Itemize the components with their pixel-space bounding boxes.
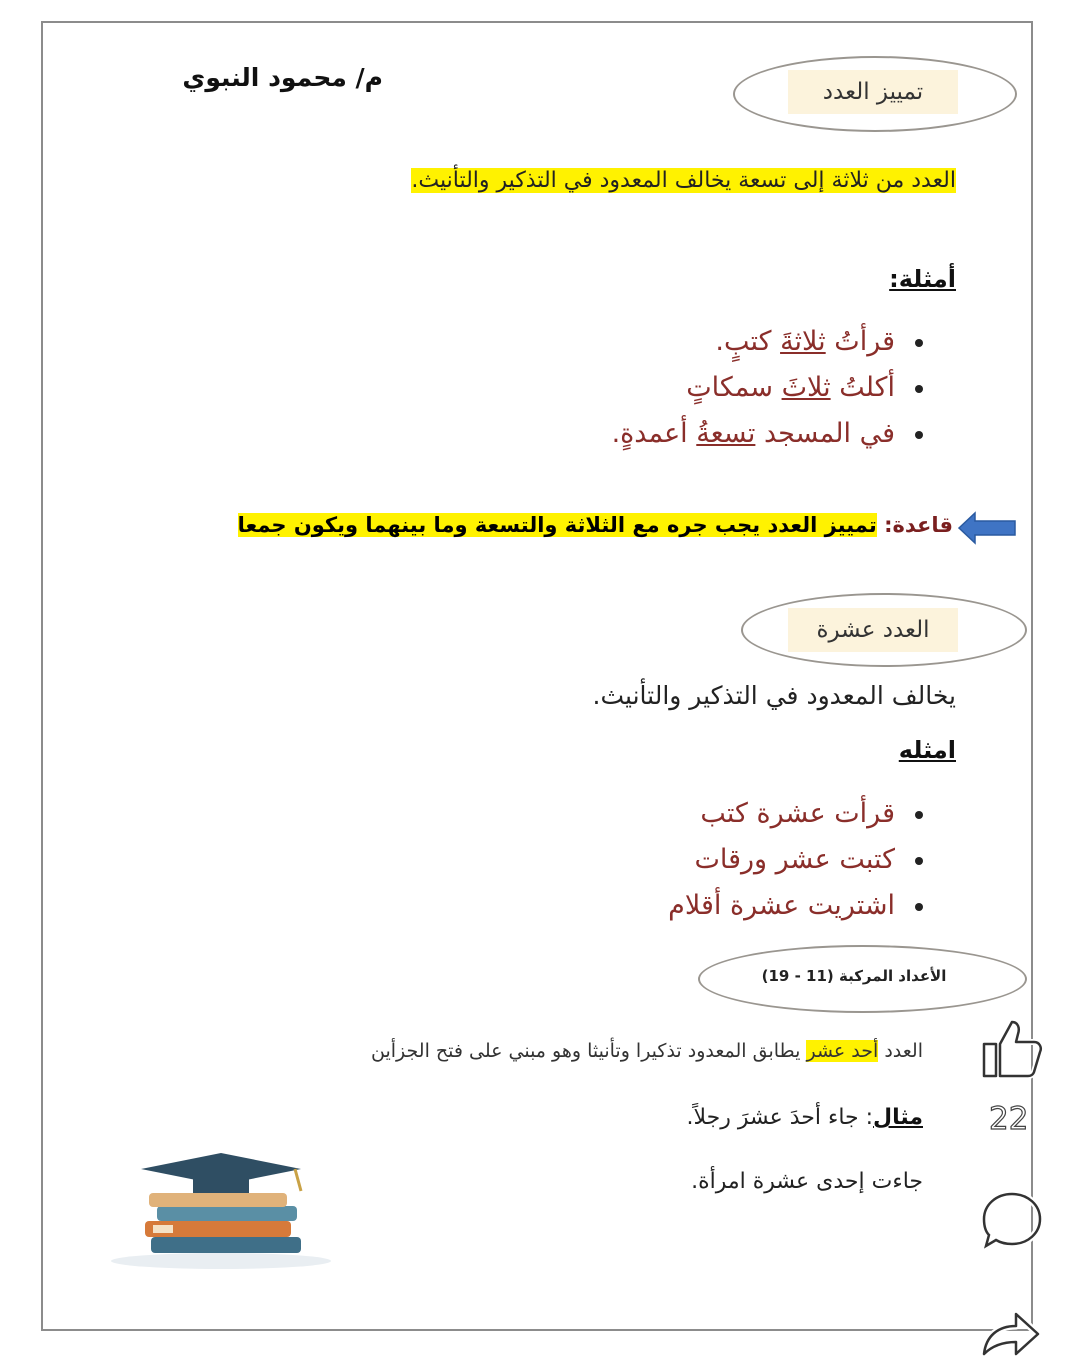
rule-text: تمييز العدد يجب جره مع الثلاثة والتسعة وما بينهما ويكون جمعا [237,513,877,537]
section2-title: العدد عشرة [788,608,958,652]
section1-examples-heading: أمثلة: [889,265,956,293]
rule-label: قاعدة: [884,513,953,537]
section3-title: الأعداد المركبة (11 - 19) [761,967,947,985]
bullet-icon [915,385,923,393]
document-page [41,21,1033,1331]
list-item: أكلتُ ثلاثَ سمكاتٍ [583,365,923,411]
section1-examples-list [583,319,923,457]
section3-definition: العدد أحد عشر يطابق المعدود تذكيرا وتأنيثا وهو مبني على فتح الجزأين [371,1040,923,1062]
books-graduation-cap-icon [101,1151,341,1271]
left-arrow-icon [957,511,1019,545]
list-item: اشتريت عشرة أقلام [583,883,923,929]
list-item: قرأت عشرة كتب [583,791,923,837]
thumbs-up-icon[interactable] [978,1016,1044,1082]
rule-line [153,513,953,537]
share-icon[interactable] [976,1306,1046,1356]
list-item: قرأتُ ثلاثةَ كتبٍ. [583,319,923,365]
bullet-icon [915,339,923,347]
section1-title: تمييز العدد [788,70,958,114]
section2-examples-list [583,791,923,929]
list-item: كتبت عشر ورقات [583,837,923,883]
author-name: م/ محمود النبوي [182,63,383,92]
section1-definition: العدد من ثلاثة إلى تسعة يخالف المعدود في التذكير والتأنيث. [411,168,956,193]
bullet-icon [915,903,923,911]
section2-examples-heading: امثله [898,736,956,764]
bullet-icon [915,431,923,439]
bullet-icon [915,857,923,865]
comment-icon[interactable] [978,1188,1046,1254]
section3-example1: مثال: جاء أحدَ عشرَ رجلاً. [686,1105,923,1130]
section2-definition: يخالف المعدود في التذكير والتأنيث. [592,681,956,710]
bullet-icon [915,811,923,819]
like-count: 22 [989,1101,1029,1137]
list-item: في المسجد تسعةُ أعمدةٍ. [583,411,923,457]
section3-example2: جاءت إحدى عشرة امرأة. [691,1169,923,1194]
